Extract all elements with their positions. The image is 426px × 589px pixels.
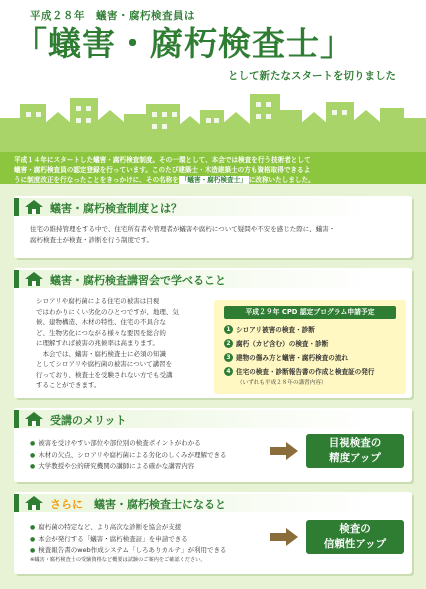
intro-band	[0, 152, 426, 184]
intro-highlight: 「蟻害・腐朽検査士」	[180, 176, 247, 184]
house-icon	[24, 411, 44, 427]
section-course-content	[14, 268, 412, 398]
house-icon	[24, 271, 44, 287]
section-body: 住宅の維持管理をする中で、住宅所有者や管理者が蟻害や腐朽について疑問や不安を感じた際に、蟻害・ 腐朽検査士が検査・診断を行う制度です。	[30, 225, 336, 244]
result-accuracy-up: 目視検査の 精度アップ	[306, 434, 404, 468]
list-item: ● 大学教授や公的研究機関の講師による確かな講習内容	[30, 461, 227, 473]
inspector-benefit-list	[30, 522, 227, 557]
list-item: ● 本会が発行する「蟻害・腐朽検査証」を申請できる	[30, 534, 227, 546]
intro-line-1: 平成１４年にスタートした蟻害・腐朽検査制度。その一環として、本会では検査を行う技術者として	[14, 156, 311, 164]
cpd-item: 3 建物の傷み方と蟻害・腐朽検査の流れ	[224, 352, 348, 362]
house-icon	[24, 495, 44, 511]
cpd-item: 1 シロアリ被害の検査・診断	[224, 324, 315, 334]
section-title: さらに 蟻害・腐朽検査士になると	[50, 498, 226, 511]
cpd-title: 平成２９年 CPD 認定プログラム申請予定	[224, 306, 396, 319]
section-body: シロアリや腐朽菌による住宅の被害は目視 ではわかりにくい劣化のひとつですが、地理、気 候、建物構造、木材の特性、住宅の不具合な ど、生物劣化につながる様々な要因を総合的 に理解すれば被害の兆候率は高まります。 本会では、蟻害・腐朽検査士に必須の知識 としてシロアリや腐朽菌の被害について講習を 行っており、検査士を受験されない方でも受講 することができます。	[36, 297, 179, 389]
arrow-right-icon	[270, 528, 298, 546]
cpd-item: 4 住宅の検査・診断報告書の作成と検査証の発行	[224, 366, 374, 376]
benefit-list	[30, 438, 227, 473]
main-title: 「蟻害・腐朽検査士」	[14, 24, 354, 63]
footnote: ※蟻害・腐朽検査士の受験資格など概要は試験のご案内をご確認ください。	[30, 557, 206, 563]
sub-title: として新たなスタートを切りました	[228, 70, 396, 82]
section-benefits	[14, 408, 412, 482]
section-title: 蟻害・腐朽検査制度とは？	[50, 202, 182, 215]
house-icon	[24, 199, 44, 215]
cpd-program-box	[214, 300, 406, 394]
arrow-right-icon	[270, 442, 298, 460]
header	[0, 0, 426, 152]
list-item: ● 検査報告書のweb作成システム「しろありカルテ」が利用できる	[30, 545, 227, 557]
cpd-note: （いずれも平成２８年の講習内容）	[237, 380, 327, 386]
list-item: ● 被害を受けやすい部位や部位別の検査ポイントがわかる	[30, 438, 227, 450]
intro-line-2: 蟻害・腐朽検査員の認定登録を行っています。このたび建築士・木造建築士の方も資格取得できるよ	[14, 166, 311, 174]
section-title: 蟻害・腐朽検査講習会で学べること	[50, 274, 226, 287]
list-item: ● 木材の欠点、シロアリや腐朽菌による劣化のしくみが理解できる	[30, 450, 227, 462]
list-item: ● 腐朽菌の特定など、より高次な診断を協会が支援	[30, 522, 227, 534]
section-title: 受講のメリット	[50, 414, 127, 427]
intro-line-3: うに制度改正を行なったことをきっかけに、その名称を 「蟻害・腐朽検査士」 に改称いたしました。	[14, 176, 315, 184]
cpd-item: 2 腐朽（カビ含む）の検査・診断	[224, 338, 328, 348]
year-line: 平成２８年 蟻害・腐朽検査員は	[30, 10, 195, 22]
section-system-overview	[14, 196, 412, 258]
town-skyline-illustration	[0, 84, 426, 152]
section-become-inspector	[14, 492, 412, 574]
result-reliability-up: 検査の 信頼性アップ	[306, 520, 404, 554]
